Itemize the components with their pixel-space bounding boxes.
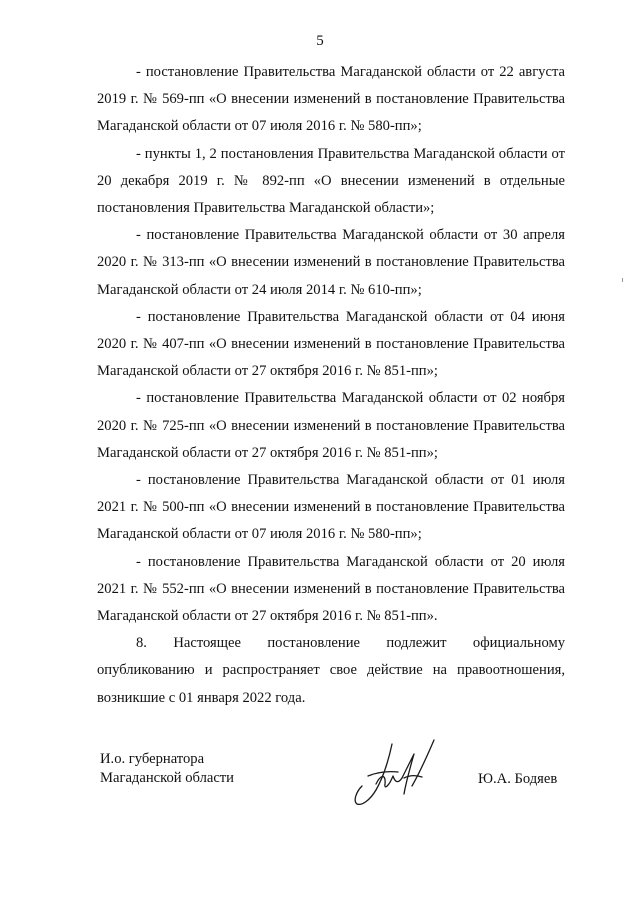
signer-name: Ю.А. Бодяев [478, 771, 558, 787]
list-item: - постановление Правительства Магаданской области от 30 апреля 2020 г. № 313-пп «О внесении изменений в постановление Правительства Магаданской области от 24 июля 2014 г. № 610-пп»; [97, 227, 565, 298]
list-item: - постановление Правительства Магаданской области от 22 августа 2019 г. № 569-пп «О внесении изменений в постановление Правительства Магаданской области от 07 июля 2016 г. № 580-пп»; [97, 64, 565, 135]
list-item: - постановление Правительства Магаданской области от 20 июля 2021 г. № 552-пп «О внесении изменений в постановление Правительства Магаданской области от 27 октября 2016 г. № 851-пп». [97, 553, 565, 625]
document-body [97, 59, 565, 712]
signer-position-line-1: И.о. губернатора [100, 751, 205, 767]
list-item: - пункты 1, 2 постановления Правительства Магаданской области от 20 декабря 2019 г. № 892-пп «О внесении изменений в отдельные постановления Правительства Магаданской области»; [97, 145, 565, 217]
list-item: - постановление Правительства Магаданской области от 01 июля 2021 г. № 500-пп «О внесении изменений в постановление Правительства Магаданской области от 07 июля 2016 г. № 580-пп»; [97, 472, 565, 543]
page-number: 5 [316, 33, 324, 49]
clause-8-paragraph: 8. Настоящее постановление подлежит официальному опубликованию и распространяет свое действие на правоотношения, возникшие с 01 января 2022 года. [97, 635, 565, 706]
list-item: - постановление Правительства Магаданской области от 02 ноября 2020 г. № 725-пп «О внесении изменений в постановление Правительства Магаданской области от 27 октября 2016 г. № 851-пп»; [97, 390, 565, 461]
signer-position [100, 750, 234, 788]
handwritten-signature [348, 738, 438, 810]
scan-mark [622, 278, 623, 282]
signer-position-line-2: Магаданской области [100, 770, 234, 786]
list-item: - постановление Правительства Магаданской области от 04 июня 2020 г. № 407-пп «О внесении изменений в постановление Правительства Магаданской области от 27 октября 2016 г. № 851-пп»; [97, 308, 565, 380]
